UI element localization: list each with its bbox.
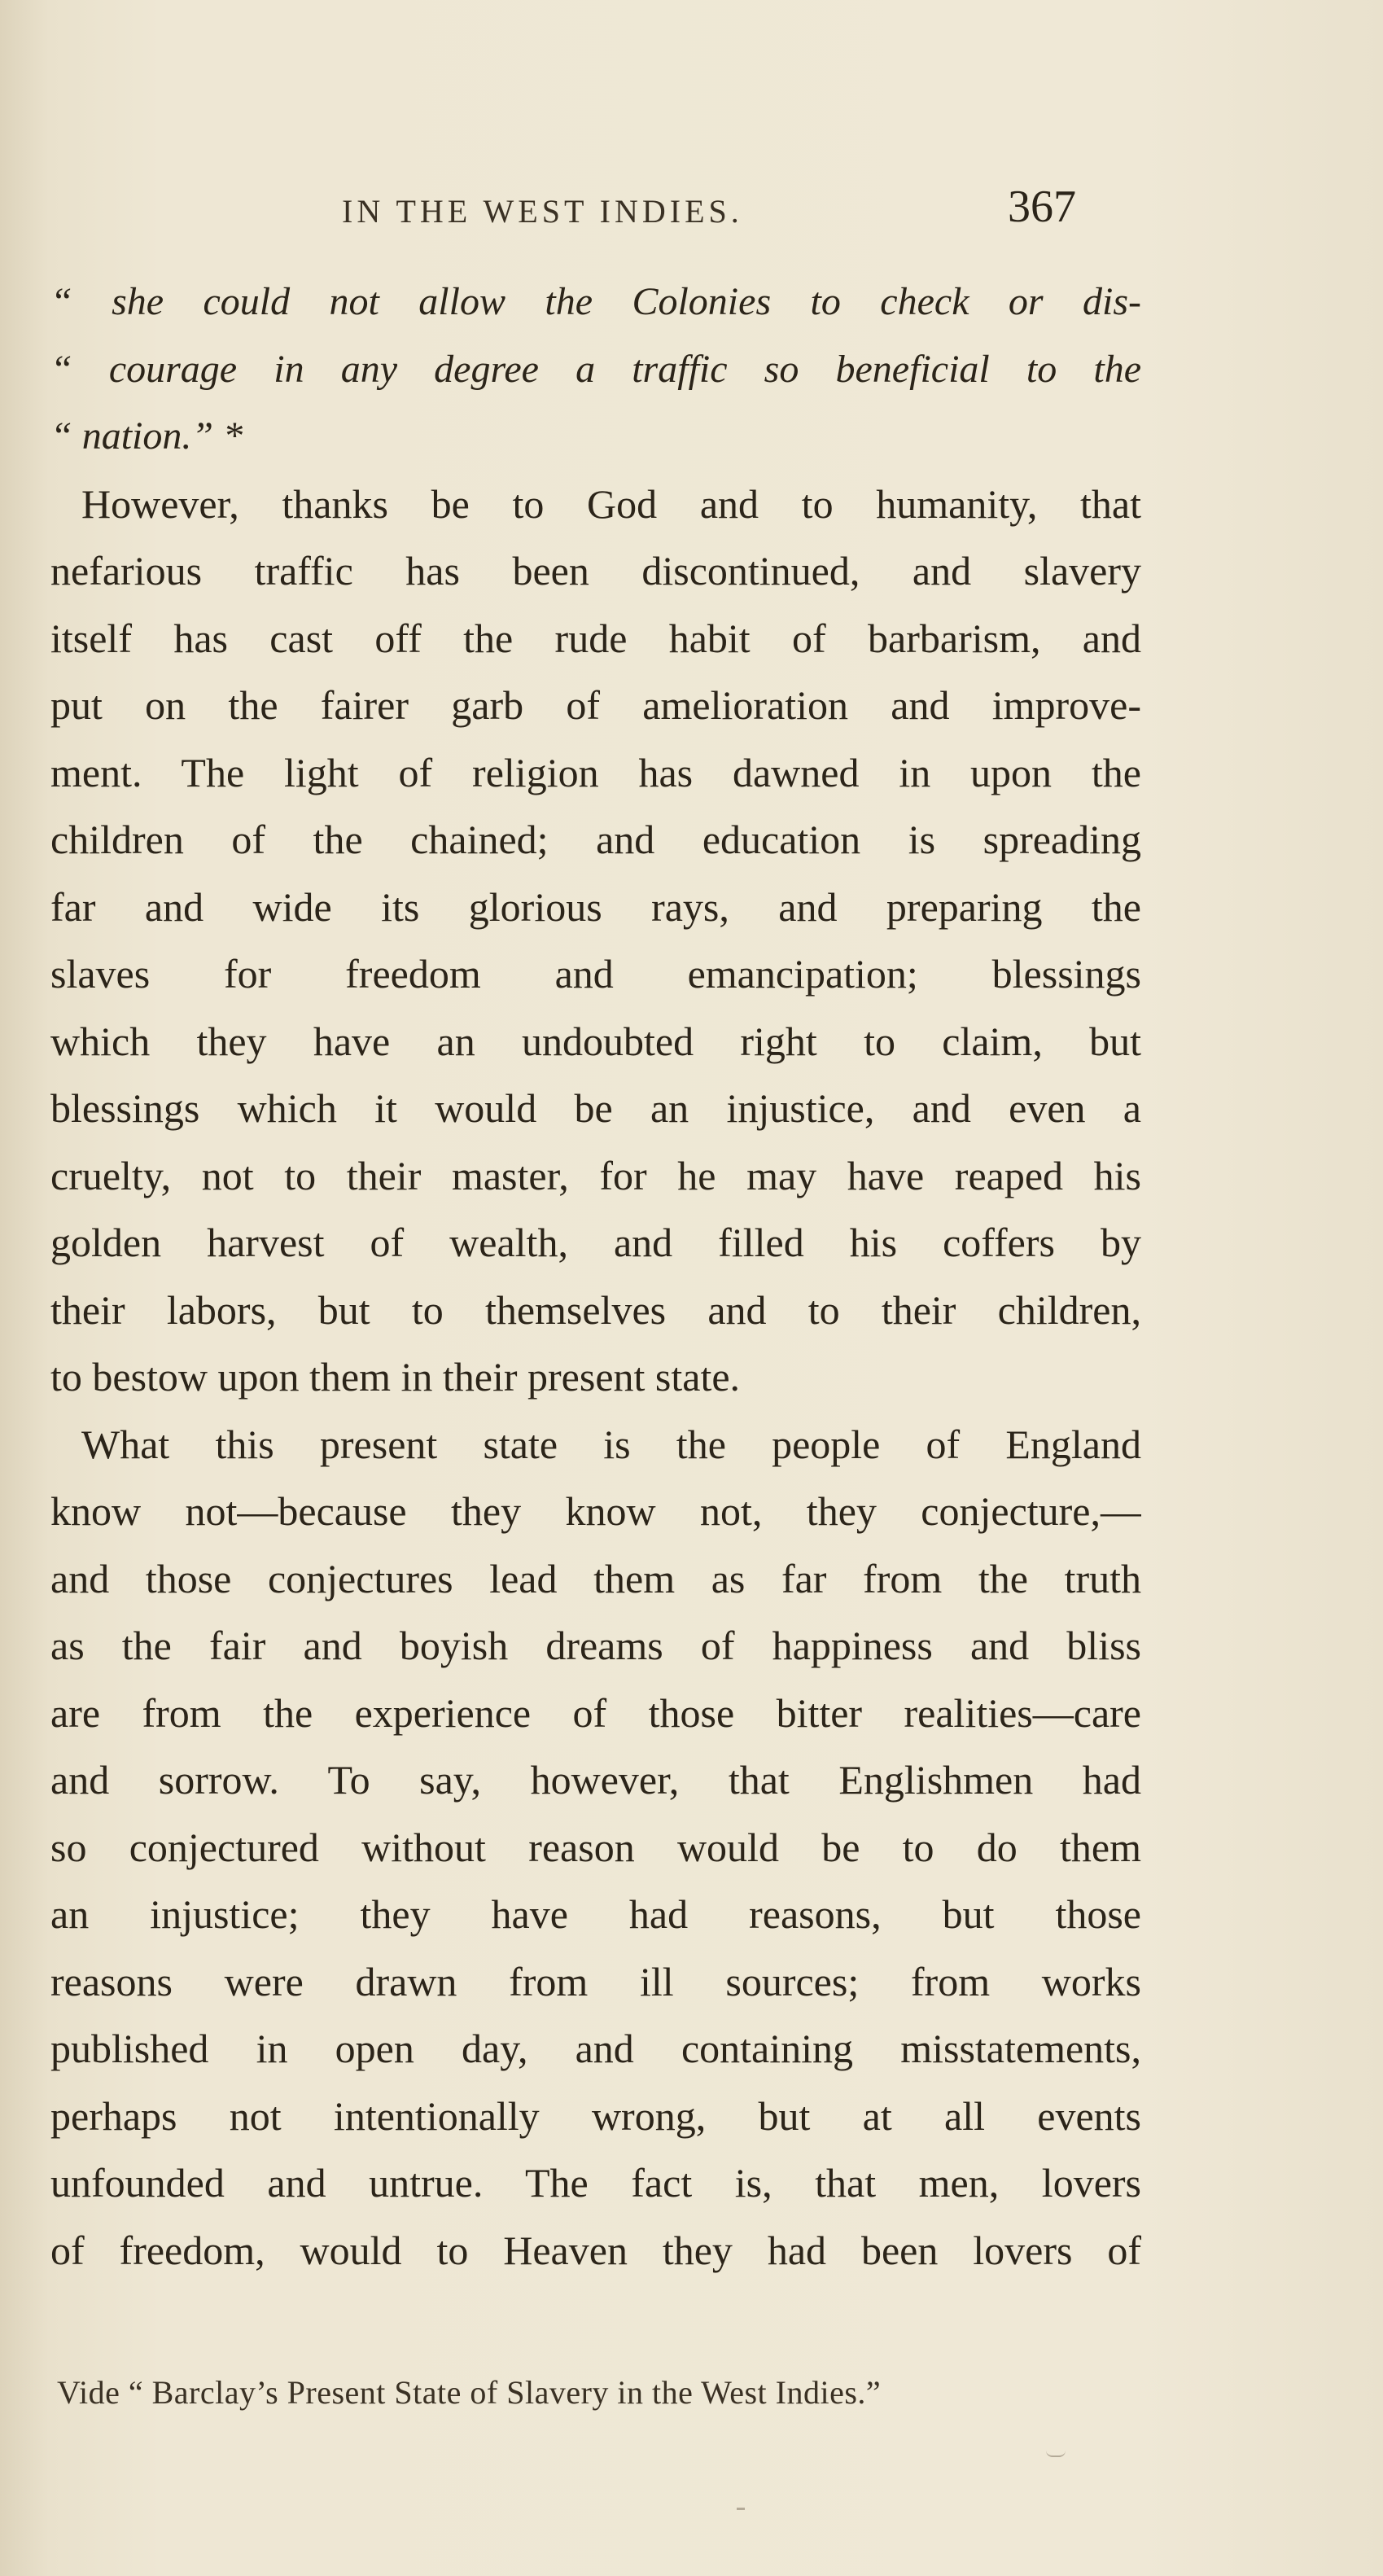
text-line: and those conjectures lead them as far from the truth: [50, 1555, 1141, 1601]
text-line: to bestow upon them in their present state.: [50, 1354, 741, 1400]
footnote: Vide “ Barclay’s Present State of Slavery in the West Indies.”: [57, 2374, 882, 2411]
page-number: 367: [1008, 182, 1076, 232]
text-line: golden harvest of wealth, and filled his coffers by: [50, 1220, 1141, 1265]
paragraph-start-line: However, thanks be to God and to humanity, that: [81, 480, 1141, 527]
text-line: published in open day, and containing misstatements,: [50, 2026, 1141, 2071]
body-text: [50, 269, 1141, 2284]
text-line: unfounded and untrue. The fact is, that men, lovers: [50, 2160, 1141, 2206]
text-line: their labors, but to themselves and to their children,: [50, 1286, 1141, 1333]
printer-dot: [737, 2508, 745, 2510]
text-line: far and wide its glorious rays, and preparing the: [50, 883, 1141, 930]
text-line: which they have an undoubted right to claim, but: [50, 1018, 1141, 1064]
running-head-title: IN THE WEST INDIES.: [342, 193, 743, 230]
text-line: know not—because they know not, they conjecture,—: [50, 1488, 1141, 1534]
text-line: “ she could not allow the Colonies to check or dis-: [50, 280, 1141, 323]
text-line: nefarious traffic has been discontinued, and slavery: [50, 548, 1141, 594]
text-line: put on the fairer garb of amelioration and improve-: [50, 682, 1141, 728]
text-line: ment. The light of religion has dawned in upon the: [50, 749, 1141, 795]
text-line: and sorrow. To say, however, that Englishmen had: [50, 1757, 1141, 1803]
text-line: itself has cast off the rude habit of barbarism, and: [50, 615, 1141, 661]
text-line: of freedom, would to Heaven they had been lovers of: [50, 2227, 1141, 2273]
text-line: as the fair and boyish dreams of happiness and bliss: [50, 1623, 1141, 1668]
text-line: an injustice; they have had reasons, but those: [50, 1891, 1141, 1937]
text-line: blessings which it would be an injustice, and even a: [50, 1085, 1141, 1131]
printer-mark: [1046, 2451, 1066, 2457]
text-line: so conjectured without reason would be to do them: [50, 1824, 1141, 1870]
running-head: [0, 181, 1383, 238]
text-line: perhaps not intentionally wrong, but at all events: [50, 2092, 1141, 2139]
text-line: slaves for freedom and emancipation; blessings: [50, 951, 1141, 997]
text-line: cruelty, not to their master, for he may have reaped his: [50, 1152, 1141, 1198]
text-line: children of the chained; and education is spreading: [50, 817, 1141, 862]
text-line: reasons were drawn from ill sources; from works: [50, 1958, 1141, 2004]
paragraph-start-line: What this present state is the people of England: [81, 1421, 1141, 1467]
text-line: “ courage in any degree a traffic so beneficial to the: [50, 347, 1141, 391]
text-line: “ nation.” *: [50, 414, 243, 458]
text-line: are from the experience of those bitter realities—care: [50, 1689, 1141, 1736]
